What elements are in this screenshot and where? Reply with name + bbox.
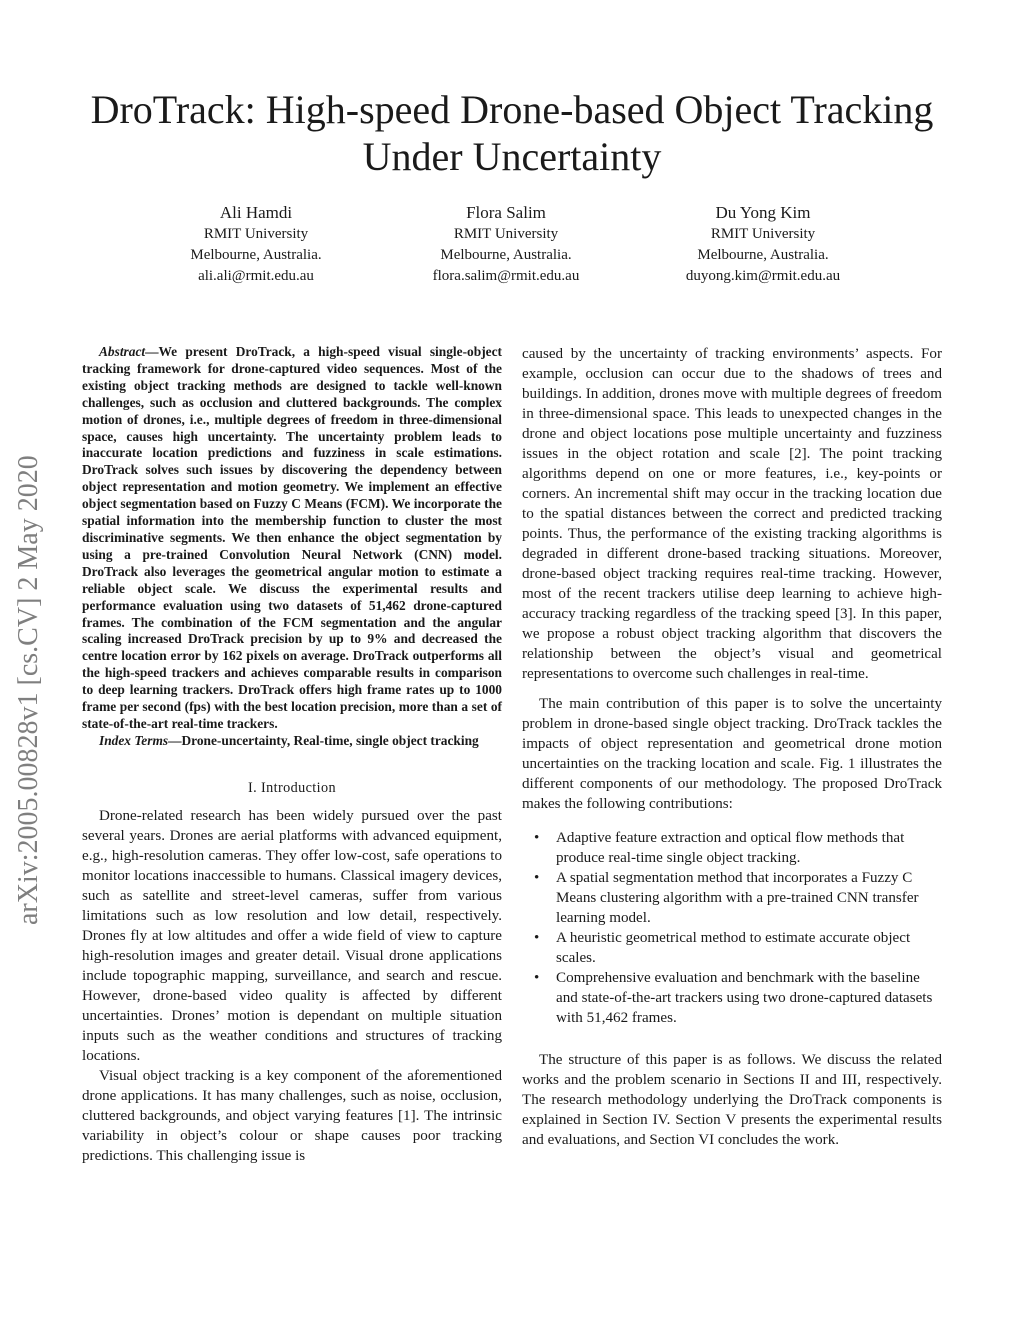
author-name: Du Yong Kim	[715, 203, 811, 222]
index-terms	[82, 733, 502, 750]
index-terms-text: —Drone-uncertainty, Real-time, single object tracking	[168, 732, 479, 748]
author-location: Melbourne, Australia.	[697, 247, 829, 263]
author-email[interactable]: flora.salim@rmit.edu.au	[432, 268, 580, 284]
intro-paragraph: Drone-related research has been widely pursued over the past several years. Drones are aerial platforms with advanced equipment, e.g., high-resolution cameras. They offer low-cost, safe operations to monitor locations inaccessible to humans. Classical imagery devices, such as satellite and street-level cameras, suffer from various limitations such as low resolution and low detail, respectively. Drones fly at low altitudes and offer a wide field of view to capture high-resolution images and greater detail. Visual drone applications include topographic mapping, surveillance, and search and rescue. However, drone-based video quality is affected by different uncertainties. Drones’ motion is dependant on multiple situation inputs such as the weather conditions and structures of tracking locations.	[82, 807, 502, 1064]
arxiv-identifier: arXiv:2005.00828v1 [cs.CV] 2 May 2020	[13, 455, 44, 925]
author-name: Ali Hamdi	[219, 203, 293, 222]
list-item-text: A spatial segmentation method that incorporates a Fuzzy C Means clustering algorithm with a pre-trained CNN transfer learning model.	[556, 870, 919, 926]
author-email[interactable]: ali.ali@rmit.edu.au	[198, 268, 314, 284]
list-item-text: Adaptive feature extraction and optical flow methods that produce real-time single object tracking.	[556, 830, 905, 866]
author-location: Melbourne, Australia.	[440, 247, 572, 263]
author-block	[386, 202, 626, 287]
author-block	[136, 202, 376, 287]
author-location: Melbourne, Australia.	[190, 247, 322, 263]
bullet-icon: •	[534, 830, 540, 846]
paper-structure-paragraph: The structure of this paper is as follows. We discuss the related works and the problem scenario in Sections II and III, respectively. The research methodology underlying the DroTrack components is explained in Section IV. Section V presents the experimental results and evaluations, and Section VI concludes the work.	[522, 1052, 942, 1148]
abstract-text: —We present DroTrack, a high-speed visual single-object tracking framework for drone-captured video sequences. Most of the existing object tracking methods are designed to tackle well-known challenges, such as occlusion and cluttered backgrounds. The complex motion of drones, i.e., multiple degrees of freedom in three-dimensional space, causes high uncertainty. The uncertainty problem leads to inaccurate location predictions and fuzziness in scale estimations. DroTrack solves such issues by discovering the dependency between object representation and motion geometry. We implement an effective object segmentation based on Fuzzy C Means (FCM). We incorporate the spatial information into the membership function to cluster the most discriminative segments. We then enhance the object segmentation by using a pre-trained Convolution Neural Network (CNN) model. DroTrack also leverages the geometrical angular motion to estimate a reliable object scale. We discuss the experimental results and performance evaluation using two datasets of 51,462 drone-captured frames. The combination of the FCM segmentation and the angular scaling increased DroTrack precision by up to 9% and decreased the centre location error by 162 pixels on average. DroTrack outperforms all the high-speed trackers and achieves comparable results in comparison to deep learning trackers. DroTrack offers high frame rates up to 1000 frame per second (fps) with the best location precision, more than a set of state-of-the-art real-time trackers.	[82, 344, 502, 731]
list-item	[522, 968, 942, 1028]
bullet-icon: •	[534, 870, 540, 886]
index-terms-label: Index Terms	[99, 732, 169, 748]
contributions-intro-paragraph: The main contribution of this paper is to solve the uncertainty problem in drone-based single object tracking. DroTrack tackles the impacts of object representation and geometrical drone motion uncertainties on the tracking location and scale. Fig. 1 illustrates the different components of our methodology. The proposed DroTrack makes the following contributions:	[522, 696, 942, 812]
list-item	[522, 828, 942, 868]
section-heading-introduction: I. Introduction	[248, 779, 336, 796]
contributions-list	[522, 828, 942, 1028]
author-affiliation: RMIT University	[203, 226, 309, 242]
author-block	[643, 202, 883, 287]
list-item-text: A heuristic geometrical method to estimate accurate object scales.	[556, 930, 911, 966]
abstract	[82, 344, 502, 733]
author-name: Flora Salim	[466, 203, 546, 222]
list-item	[522, 868, 942, 928]
bullet-icon: •	[534, 930, 540, 946]
right-column	[522, 344, 942, 1150]
list-item	[522, 928, 942, 968]
intro-paragraph: Visual object tracking is a key component of the aforementioned drone applications. It has many challenges, such as noise, occlusion, cluttered backgrounds, and object varying features [1]. The intrinsic variability in object’s colour or shape causes poor tracking predictions. This challenging issue is	[82, 1067, 502, 1164]
body-paragraph: caused by the uncertainty of tracking environments’ aspects. For example, occlusion can occur due to the shadows of trees and buildings. In addition, drones move with multiple degrees of freedom in three-dimensional space. This leads to unexpected changes in the drone and object locations pose multiple uncertainty and fuzziness issues in the object rotation and scale [2]. The point tracking algorithms depend on one or more features, i.e., key-points or corners. An incremental shift may occur in the tracking location due to the spatial distances between the correct and predicted tracking points. Thus, the performance of the existing tracking algorithms is degraded in different drone-based tracking situations. Moreover, drone-based object tracking requires real-time tracking. However, most of the recent trackers utilise deep learning to achieve high-accuracy tracking regardless of the tracking speed [3]. In this paper, we propose a robust object tracking algorithm that discovers the relationship between the object’s visual and geometrical representations to overcome such challenges in real-time.	[522, 346, 942, 682]
author-affiliation: RMIT University	[710, 226, 816, 242]
bullet-icon: •	[534, 970, 540, 986]
list-item-text: Comprehensive evaluation and benchmark with the baseline and state-of-the-art trackers using two drone-captured datasets with 51,462 frames.	[556, 970, 933, 1026]
abstract-label: Abstract	[99, 344, 146, 359]
left-column	[82, 344, 502, 1166]
author-email[interactable]: duyong.kim@rmit.edu.au	[685, 268, 841, 284]
page-title: DroTrack: High-speed Drone-based Object Tracking Under Uncertainty	[90, 87, 934, 179]
author-affiliation: RMIT University	[453, 226, 559, 242]
